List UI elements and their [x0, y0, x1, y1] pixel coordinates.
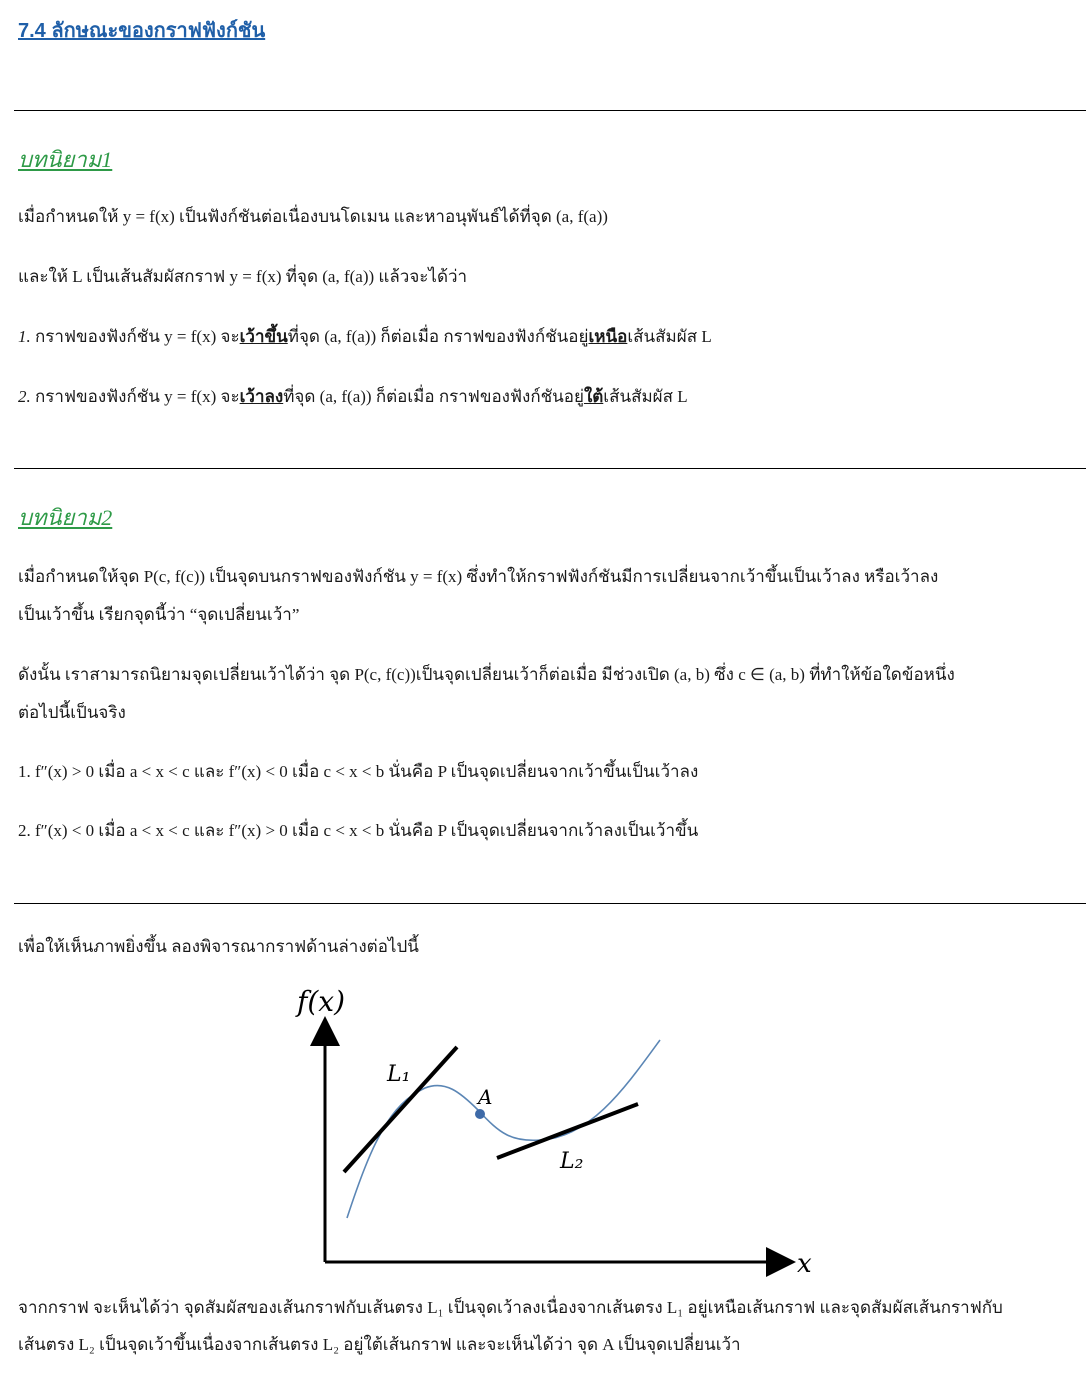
definition-2-heading: บทนิยาม2 [18, 505, 113, 530]
definition-2-para-1-line-1: เมื่อกำหนดให้จุด P(c, f(c)) เป็นจุดบนกราฟของฟังก์ชัน y = f(x) ซึ่งทำให้กราฟฟังก์ชันมีการเปลี่ยนจากเว้าขึ้นเป็นเว้าลง หรือเว้าลง [18, 567, 939, 586]
item-text: กราฟของฟังก์ชัน y = f(x) จะ [35, 327, 240, 346]
point-a-label: A [478, 1085, 493, 1109]
definition-1-line-1: เมื่อกำหนดให้ y = f(x) เป็นฟังก์ชันต่อเนื่องบนโดเมน และหาอนุพันธ์ได้ที่จุด (a, f(a)) [18, 207, 608, 226]
inflection-point-a [475, 1109, 485, 1119]
conclusion-line-2: เส้นตรง L₂ เป็นจุดเว้าขึ้นเนื่องจากเส้นตรง L₂ อยู่ใต้เส้นกราฟ และจะเห็นได้ว่า จุด A เป็นจุดเปลี่ยนเว้า [18, 1335, 741, 1354]
page-title: 7.4 ลักษณะของกราฟฟังก์ชัน [18, 20, 266, 42]
definition-2-item-2: 2. f″(x) < 0 เมื่อ a < x < c และ f″(x) > 0 เมื่อ c < x < b นั่นคือ P เป็นจุดเปลี่ยนจากเว้าลงเป็นเว้าขึ้น [18, 821, 699, 840]
definition-2-para-2-line-2: ต่อไปนี้เป็นจริง [18, 703, 126, 722]
item-text: เส้นสัมผัส L [627, 327, 712, 346]
above-term: เหนือ [588, 327, 628, 346]
tangent-2-label: L₂ [560, 1149, 584, 1174]
definition-2-item-1: 1. f″(x) > 0 เมื่อ a < x < c และ f″(x) < 0 เมื่อ c < x < b นั่นคือ P เป็นจุดเปลี่ยนจากเว้าขึ้นเป็นเว้าลง [18, 762, 699, 781]
concave-up-term: เว้าขึ้น [239, 327, 288, 346]
item-text: ที่จุด (a, f(a)) ก็ต่อเมื่อ กราฟของฟังก์ชันอยู่ [287, 327, 589, 346]
definition-2-para-1-line-2: เป็นเว้าขึ้น เรียกจุดนี้ว่า “จุดเปลี่ยนเว้า” [18, 605, 300, 624]
conclusion-line-1: จากกราฟ จะเห็นได้ว่า จุดสัมผัสของเส้นกราฟกับเส้นตรง L₁ เป็นจุดเว้าลงเนื่องจากเส้นตรง L₁ อยู่เหนือเส้นกราฟ และจุดสัมผัสเส้นกราฟกับ [18, 1298, 1003, 1317]
figure-intro: เพื่อให้เห็นภาพยิ่งขึ้น ลองพิจารณากราฟด้านล่างต่อไปนี้ [18, 937, 419, 956]
concave-down-term: เว้าลง [239, 387, 284, 406]
item-number: 2. [18, 387, 31, 406]
definition-1-line-2: และให้ L เป็นเส้นสัมผัสกราฟ y = f(x) ที่จุด (a, f(a)) แล้วจะได้ว่า [18, 267, 468, 286]
tangent-1-label: L₁ [387, 1062, 411, 1087]
definition-2-para-2-line-1: ดังนั้น เราสามารถนิยามจุดเปลี่ยนเว้าได้ว่า จุด P(c, f(c))เป็นจุดเปลี่ยนเว้าก็ต่อเมื่อ มีช่วงเปิด (a, b) ซึ่ง c ∈ (a, b) ที่ทำให้ข้อใดข้อหนึ่ง [18, 665, 955, 684]
below-term: ใต้ [583, 387, 604, 406]
definition-1-heading: บทนิยาม1 [18, 147, 113, 172]
x-axis-label: x [797, 1249, 812, 1279]
item-text: ที่จุด (a, f(a)) ก็ต่อเมื่อ กราฟของฟังก์ชันอยู่ [283, 387, 584, 406]
item-text: เส้นสัมผัส L [603, 387, 688, 406]
item-text: กราฟของฟังก์ชัน y = f(x) จะ [35, 387, 240, 406]
item-number: 1. [18, 327, 31, 346]
y-axis-label: f(x) [297, 985, 346, 1018]
